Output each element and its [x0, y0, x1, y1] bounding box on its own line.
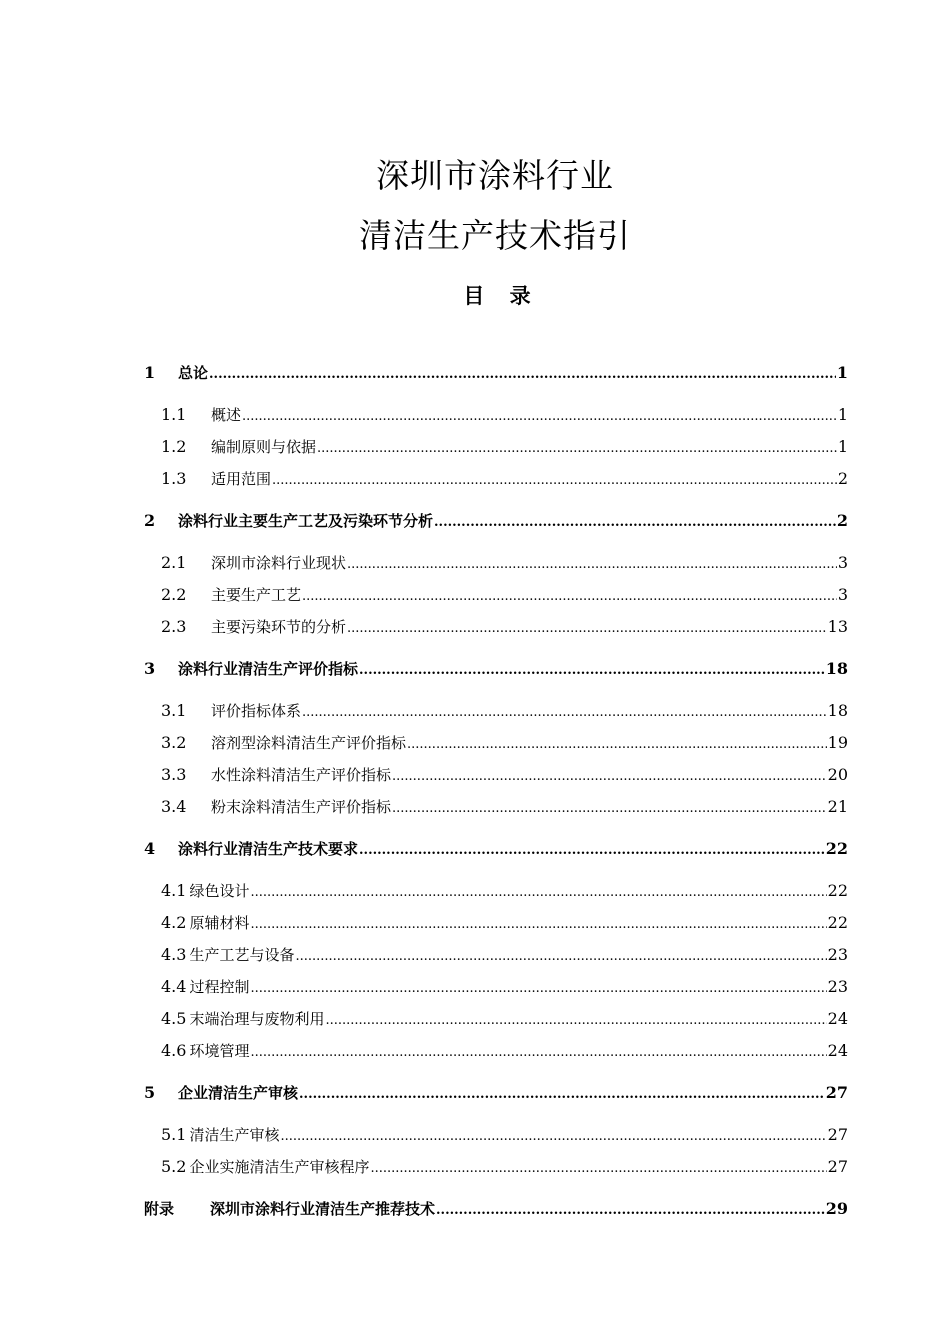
toc-entry-page: 29 [825, 1199, 848, 1218]
toc-entry-appendix[interactable] [144, 1193, 848, 1225]
toc-entry-chapter[interactable] [144, 1077, 848, 1109]
toc-entry-title: 深圳市涂料行业现状 [211, 554, 347, 572]
toc-entry-number: 2.2 [161, 585, 187, 604]
toc-entry-number: 3.2 [161, 733, 187, 752]
toc-entry-title: 清洁生产审核 [189, 1126, 280, 1144]
toc-entry-section[interactable] [144, 547, 848, 579]
toc-entry-number: 3.1 [161, 701, 187, 720]
dot-leader [299, 1077, 825, 1111]
toc-entry-page: 3 [837, 585, 848, 604]
toc-entry-title: 环境管理 [189, 1042, 250, 1060]
toc-entry-number: 4.2 [161, 913, 187, 932]
toc-entry-section[interactable] [144, 431, 848, 463]
toc-entry-number: 1.2 [161, 437, 187, 456]
toc-entry-page: 2 [836, 511, 848, 530]
toc-entry-title: 总论 [178, 364, 209, 382]
toc-entry-chapter[interactable] [144, 505, 848, 537]
toc-entry-title: 主要生产工艺 [211, 586, 302, 604]
toc-entry-section[interactable] [144, 875, 848, 907]
toc-entry-chapter[interactable] [144, 653, 848, 685]
dot-leader [370, 1151, 826, 1185]
dot-leader [250, 971, 826, 1005]
dot-leader [250, 875, 826, 909]
toc-entry-page: 22 [825, 839, 848, 858]
toc-entry-number: 4.3 [161, 945, 187, 964]
dot-leader [359, 653, 825, 687]
toc-entry-title: 原辅材料 [189, 914, 250, 932]
toc-entry-page: 3 [837, 553, 848, 572]
toc-entry-title: 企业清洁生产审核 [178, 1084, 299, 1102]
toc-entry-section[interactable] [144, 463, 848, 495]
toc-entry-title: 企业实施清洁生产审核程序 [189, 1158, 370, 1176]
toc-entry-number: 3.4 [161, 797, 187, 816]
toc-entry-page: 27 [827, 1125, 848, 1144]
toc-entry-number: 3 [144, 659, 156, 678]
toc-entry-number: 3.3 [161, 765, 187, 784]
toc-entry-title: 末端治理与废物利用 [189, 1010, 325, 1028]
toc-entry-section[interactable] [144, 791, 848, 823]
title-line-1: 深圳市涂料行业 [376, 156, 614, 195]
dot-leader [302, 695, 827, 729]
toc-entry-number: 2.3 [161, 617, 187, 636]
toc-entry-page: 18 [827, 701, 848, 720]
toc-entry-title: 涂料行业清洁生产技术要求 [178, 840, 359, 858]
toc-entry-chapter[interactable] [144, 357, 848, 389]
toc-entry-title: 绿色设计 [189, 882, 250, 900]
toc-entry-title: 深圳市涂料行业清洁生产推荐技术 [210, 1200, 436, 1218]
toc-entry-number: 1 [144, 363, 156, 382]
toc-entry-page: 19 [827, 733, 848, 752]
toc-entry-section[interactable] [144, 971, 848, 1003]
toc-entry-page: 24 [827, 1009, 848, 1028]
toc-entry-section[interactable] [144, 1035, 848, 1067]
dot-leader [295, 939, 826, 973]
toc-entry-title: 涂料行业清洁生产评价指标 [178, 660, 359, 678]
dot-leader [392, 759, 827, 793]
title-line-2: 清洁生产技术指引 [359, 216, 631, 255]
toc-entry-page: 1 [836, 363, 848, 382]
dot-leader [317, 431, 837, 465]
toc-entry-title: 水性涂料清洁生产评价指标 [211, 766, 392, 784]
toc-entry-page: 18 [825, 659, 848, 678]
toc-entry-section[interactable] [144, 1119, 848, 1151]
dot-leader [250, 907, 826, 941]
toc-entry-number: 5.2 [161, 1157, 187, 1176]
dot-leader [250, 1035, 826, 1069]
toc-entry-number: 4.1 [161, 881, 187, 900]
toc-entry-title: 编制原则与依据 [211, 438, 317, 456]
dot-leader [280, 1119, 826, 1153]
dot-leader [392, 791, 827, 825]
toc-entry-page: 1 [837, 405, 848, 424]
toc-entry-page: 21 [827, 797, 848, 816]
dot-leader [209, 357, 836, 391]
table-of-contents [144, 357, 848, 1225]
toc-entry-number: 2 [144, 511, 156, 530]
toc-entry-section[interactable] [144, 907, 848, 939]
toc-entry-title: 适用范围 [211, 470, 272, 488]
dot-leader [407, 727, 827, 761]
dot-leader [325, 1003, 826, 1037]
toc-entry-page: 27 [825, 1083, 848, 1102]
dot-leader [347, 547, 837, 581]
toc-entry-page: 27 [827, 1157, 848, 1176]
dot-leader [242, 399, 837, 433]
toc-entry-title: 主要污染环节的分析 [211, 618, 347, 636]
toc-entry-number: 4.5 [161, 1009, 187, 1028]
toc-entry-number: 4 [144, 839, 156, 858]
toc-entry-page: 2 [837, 469, 848, 488]
document-title [0, 146, 950, 266]
toc-entry-number: 5.1 [161, 1125, 187, 1144]
toc-entry-number: 附录 [144, 1200, 175, 1218]
dot-leader [436, 1193, 825, 1227]
toc-entry-number: 5 [144, 1083, 156, 1102]
toc-entry-number: 4.4 [161, 977, 187, 996]
toc-entry-title: 生产工艺与设备 [189, 946, 295, 964]
toc-heading: 目 录 [463, 284, 531, 308]
toc-entry-page: 22 [827, 881, 848, 900]
toc-entry-number: 1.3 [161, 469, 187, 488]
toc-entry-section[interactable] [144, 611, 848, 643]
toc-entry-section[interactable] [144, 1003, 848, 1035]
toc-entry-page: 1 [837, 437, 848, 456]
toc-entry-section[interactable] [144, 759, 848, 791]
toc-entry-number: 4.6 [161, 1041, 187, 1060]
toc-entry-section[interactable] [144, 1151, 848, 1183]
toc-entry-title: 评价指标体系 [211, 702, 302, 720]
toc-entry-page: 22 [827, 913, 848, 932]
toc-entry-number: 2.1 [161, 553, 187, 572]
toc-entry-title: 概述 [211, 406, 242, 424]
toc-entry-page: 24 [827, 1041, 848, 1060]
toc-entry-page: 20 [827, 765, 848, 784]
toc-entry-title: 涂料行业主要生产工艺及污染环节分析 [178, 512, 434, 530]
toc-entry-section[interactable] [144, 579, 848, 611]
dot-leader [434, 505, 836, 539]
toc-entry-title: 粉末涂料清洁生产评价指标 [211, 798, 392, 816]
dot-leader [347, 611, 827, 645]
toc-entry-section[interactable] [144, 727, 848, 759]
toc-entry-page: 23 [827, 945, 848, 964]
toc-entry-title: 过程控制 [189, 978, 250, 996]
dot-leader [272, 463, 837, 497]
toc-entry-number: 1.1 [161, 405, 187, 424]
toc-entry-section[interactable] [144, 939, 848, 971]
toc-entry-title: 溶剂型涂料清洁生产评价指标 [211, 734, 407, 752]
toc-entry-page: 13 [827, 617, 848, 636]
toc-entry-section[interactable] [144, 695, 848, 727]
dot-leader [359, 833, 825, 867]
toc-entry-chapter[interactable] [144, 833, 848, 865]
toc-entry-page: 23 [827, 977, 848, 996]
dot-leader [302, 579, 837, 613]
toc-entry-section[interactable] [144, 399, 848, 431]
